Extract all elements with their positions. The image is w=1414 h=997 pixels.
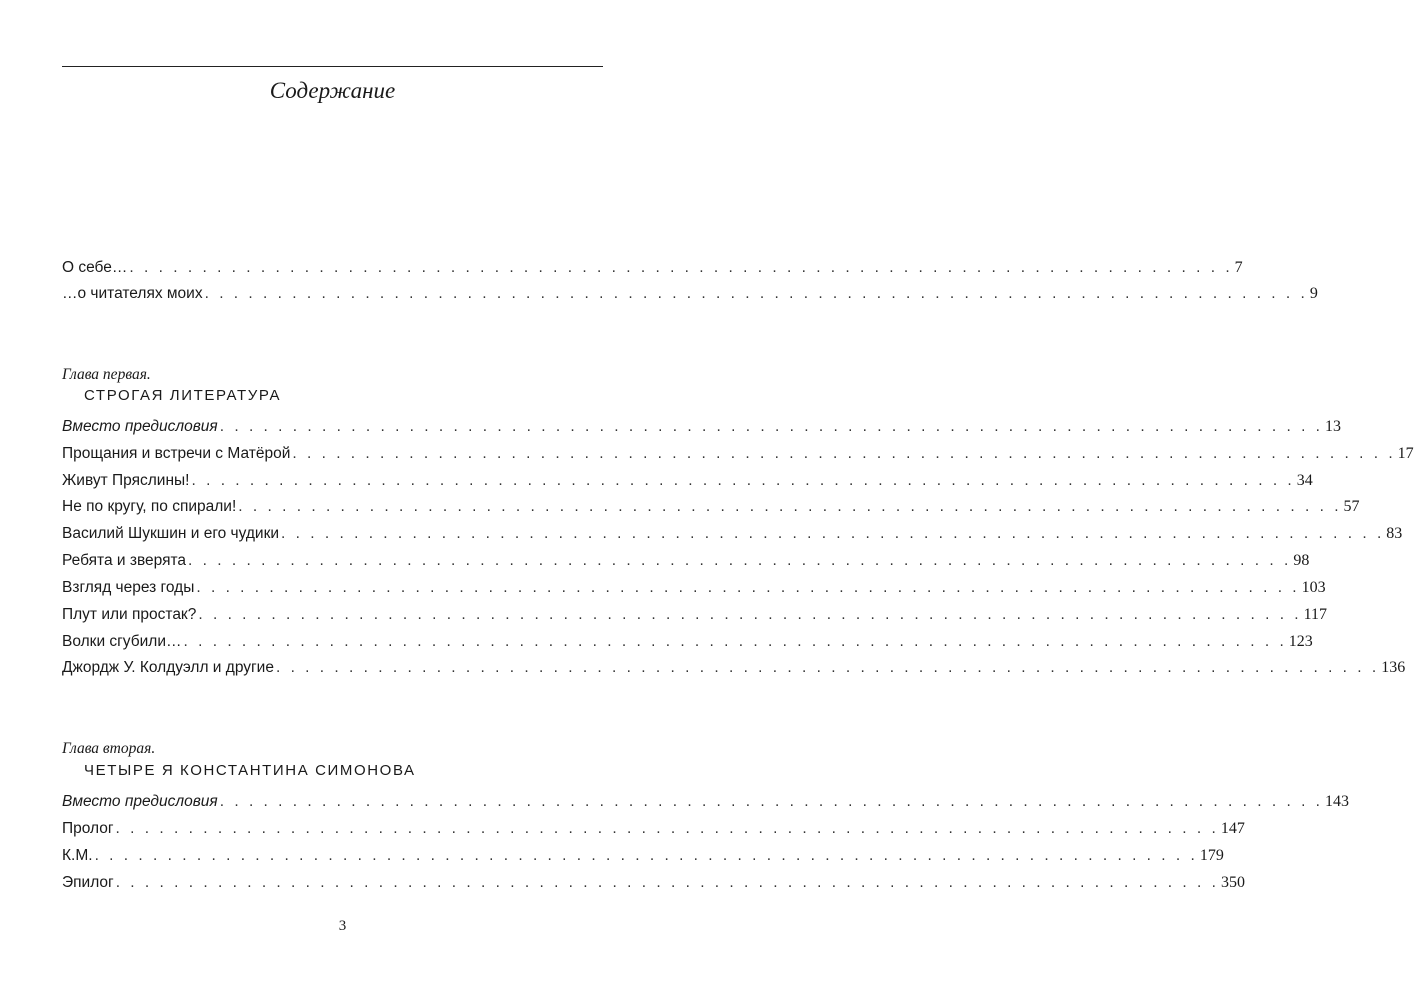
toc-entry-label: Джордж У. Колдуэлл и другие — [62, 659, 274, 676]
toc-entry[interactable] — [62, 578, 1326, 598]
toc-entry-label: Пролог — [62, 820, 114, 837]
toc-entry-label: Живут Пряслины! — [62, 472, 190, 489]
chapter-title: ЧЕТЫРЕ Я КОНСТАНТИНА СИМОНОВА — [84, 762, 416, 779]
toc-entry-label: Василий Шукшин и его чудики — [62, 525, 280, 542]
toc-entry-page: 123 — [1288, 633, 1313, 650]
page-number: 3 — [338, 918, 347, 934]
toc-entry-page: 13 — [1325, 418, 1341, 435]
dot-leader: . . . . . . . . . . . . . . . . . . . . . . . . . . . . . . . . . . . . . . . . . . . . . . . . . . . . . . . . . . . . . . . . . . . . . . . . . . . . — [129, 259, 1233, 276]
toc-entry[interactable] — [62, 471, 1313, 491]
dot-leader: . . . . . . . . . . . . . . . . . . . . . . . . . . . . . . . . . . . . . . . . . . . . . . . . . . . . . . . . . . . . . . . . . . . . . . . . . . . . — [238, 498, 1342, 515]
toc-entry-label: …о читателях моих — [62, 285, 203, 302]
toc-entry[interactable] — [62, 258, 1243, 278]
page-title: Содержание — [269, 78, 396, 103]
toc-entry-page: 98 — [1293, 552, 1310, 569]
dot-leader: . . . . . . . . . . . . . . . . . . . . . . . . . . . . . . . . . . . . . . . . . . . . . . . . . . . . . . . . . . . . . . . . . . . . . . . . . . . . — [191, 472, 1295, 489]
toc-entry-page: 7 — [1234, 259, 1243, 276]
toc-entry-page: 103 — [1301, 579, 1326, 596]
toc-entry-label: Взгляд через годы — [62, 579, 195, 596]
dot-leader: . . . . . . . . . . . . . . . . . . . . . . . . . . . . . . . . . . . . . . . . . . . . . . . . . . . . . . . . . . . . . . . . . . . . . . . . . . . . — [292, 445, 1396, 462]
toc-entry[interactable] — [62, 658, 1406, 678]
toc-entry-label: О себе… — [62, 259, 128, 276]
toc-entry-page: 147 — [1220, 820, 1245, 837]
toc-entry[interactable] — [62, 444, 1414, 464]
toc-entry-label: К.М. — [62, 847, 93, 864]
toc-entry[interactable] — [62, 873, 1245, 893]
toc-entry-page: 9 — [1309, 285, 1318, 302]
toc-entry[interactable] — [62, 846, 1224, 866]
toc-entry[interactable] — [62, 551, 1310, 571]
toc-entry[interactable] — [62, 497, 1360, 517]
dot-leader: . . . . . . . . . . . . . . . . . . . . . . . . . . . . . . . . . . . . . . . . . . . . . . . . . . . . . . . . . . . . . . . . . . . . . . . . . . . . — [281, 525, 1385, 542]
toc-entry-page: 136 — [1381, 659, 1406, 676]
toc-entry[interactable] — [62, 605, 1328, 625]
dot-leader: . . . . . . . . . . . . . . . . . . . . . . . . . . . . . . . . . . . . . . . . . . . . . . . . . . . . . . . . . . . . . . . . . . . . . . . . . . . . — [188, 552, 1292, 569]
toc-entry-page: 143 — [1325, 793, 1349, 810]
toc-entry-label: Не по кругу, по спирали! — [62, 498, 237, 515]
dot-leader: . . . . . . . . . . . . . . . . . . . . . . . . . . . . . . . . . . . . . . . . . . . . . . . . . . . . . . . . . . . . . . . . . . . . . . . . . . . . — [183, 633, 1287, 650]
dot-leader: . . . . . . . . . . . . . . . . . . . . . . . . . . . . . . . . . . . . . . . . . . . . . . . . . . . . . . . . . . . . . . . . . . . . . . . . . . . . — [198, 606, 1302, 623]
dot-leader: . . . . . . . . . . . . . . . . . . . . . . . . . . . . . . . . . . . . . . . . . . . . . . . . . . . . . . . . . . . . . . . . . . . . . . . . . . . . — [204, 285, 1308, 302]
dot-leader: . . . . . . . . . . . . . . . . . . . . . . . . . . . . . . . . . . . . . . . . . . . . . . . . . . . . . . . . . . . . . . . . . . . . . . . . . . . . — [115, 820, 1219, 837]
dot-leader: . . . . . . . . . . . . . . . . . . . . . . . . . . . . . . . . . . . . . . . . . . . . . . . . . . . . . . . . . . . . . . . . . . . . . . . . . . . . — [219, 418, 1323, 435]
toc-entry-label: Вместо предисловия — [62, 793, 218, 810]
chapter-title: СТРОГАЯ ЛИТЕРАТУРА — [84, 387, 282, 404]
dot-leader: . . . . . . . . . . . . . . . . . . . . . . . . . . . . . . . . . . . . . . . . . . . . . . . . . . . . . . . . . . . . . . . . . . . . . . . . . . . . — [94, 847, 1198, 864]
chapter-label: Глава вторая. — [62, 740, 156, 757]
toc-entry-label: Эпилог — [62, 874, 114, 891]
toc-entry-label: Волки сгубили… — [62, 633, 182, 650]
toc-entry-page: 17 — [1397, 445, 1414, 462]
toc-entry-label: Вместо предисловия — [62, 418, 218, 435]
toc-entry-page: 34 — [1296, 472, 1313, 489]
toc-entry-page: 117 — [1303, 606, 1328, 623]
toc-entry-page: 350 — [1220, 874, 1245, 891]
toc-entry[interactable] — [62, 417, 1341, 437]
toc-entry[interactable] — [62, 632, 1313, 652]
toc-entry-label: Ребята и зверята — [62, 552, 187, 569]
toc-entry-label: Прощания и встречи с Матёрой — [62, 445, 291, 462]
dot-leader: . . . . . . . . . . . . . . . . . . . . . . . . . . . . . . . . . . . . . . . . . . . . . . . . . . . . . . . . . . . . . . . . . . . . . . . . . . . . — [115, 874, 1219, 891]
dot-leader: . . . . . . . . . . . . . . . . . . . . . . . . . . . . . . . . . . . . . . . . . . . . . . . . . . . . . . . . . . . . . . . . . . . . . . . . . . . . — [219, 793, 1323, 810]
toc-entry[interactable] — [62, 819, 1245, 839]
toc-entry-page: 83 — [1386, 525, 1403, 542]
toc-entry-page: 179 — [1199, 847, 1224, 864]
toc-entry[interactable] — [62, 792, 1349, 812]
toc-entry[interactable] — [62, 284, 1318, 304]
toc-entry-page: 57 — [1343, 498, 1360, 515]
toc-entry-label: Плут или простак? — [62, 606, 197, 623]
top-rule — [62, 66, 603, 67]
chapter-label: Глава первая. — [62, 366, 151, 383]
toc-entry[interactable] — [62, 524, 1403, 544]
dot-leader: . . . . . . . . . . . . . . . . . . . . . . . . . . . . . . . . . . . . . . . . . . . . . . . . . . . . . . . . . . . . . . . . . . . . . . . . . . . . — [275, 659, 1380, 676]
dot-leader: . . . . . . . . . . . . . . . . . . . . . . . . . . . . . . . . . . . . . . . . . . . . . . . . . . . . . . . . . . . . . . . . . . . . . . . . . . . . — [196, 579, 1300, 596]
